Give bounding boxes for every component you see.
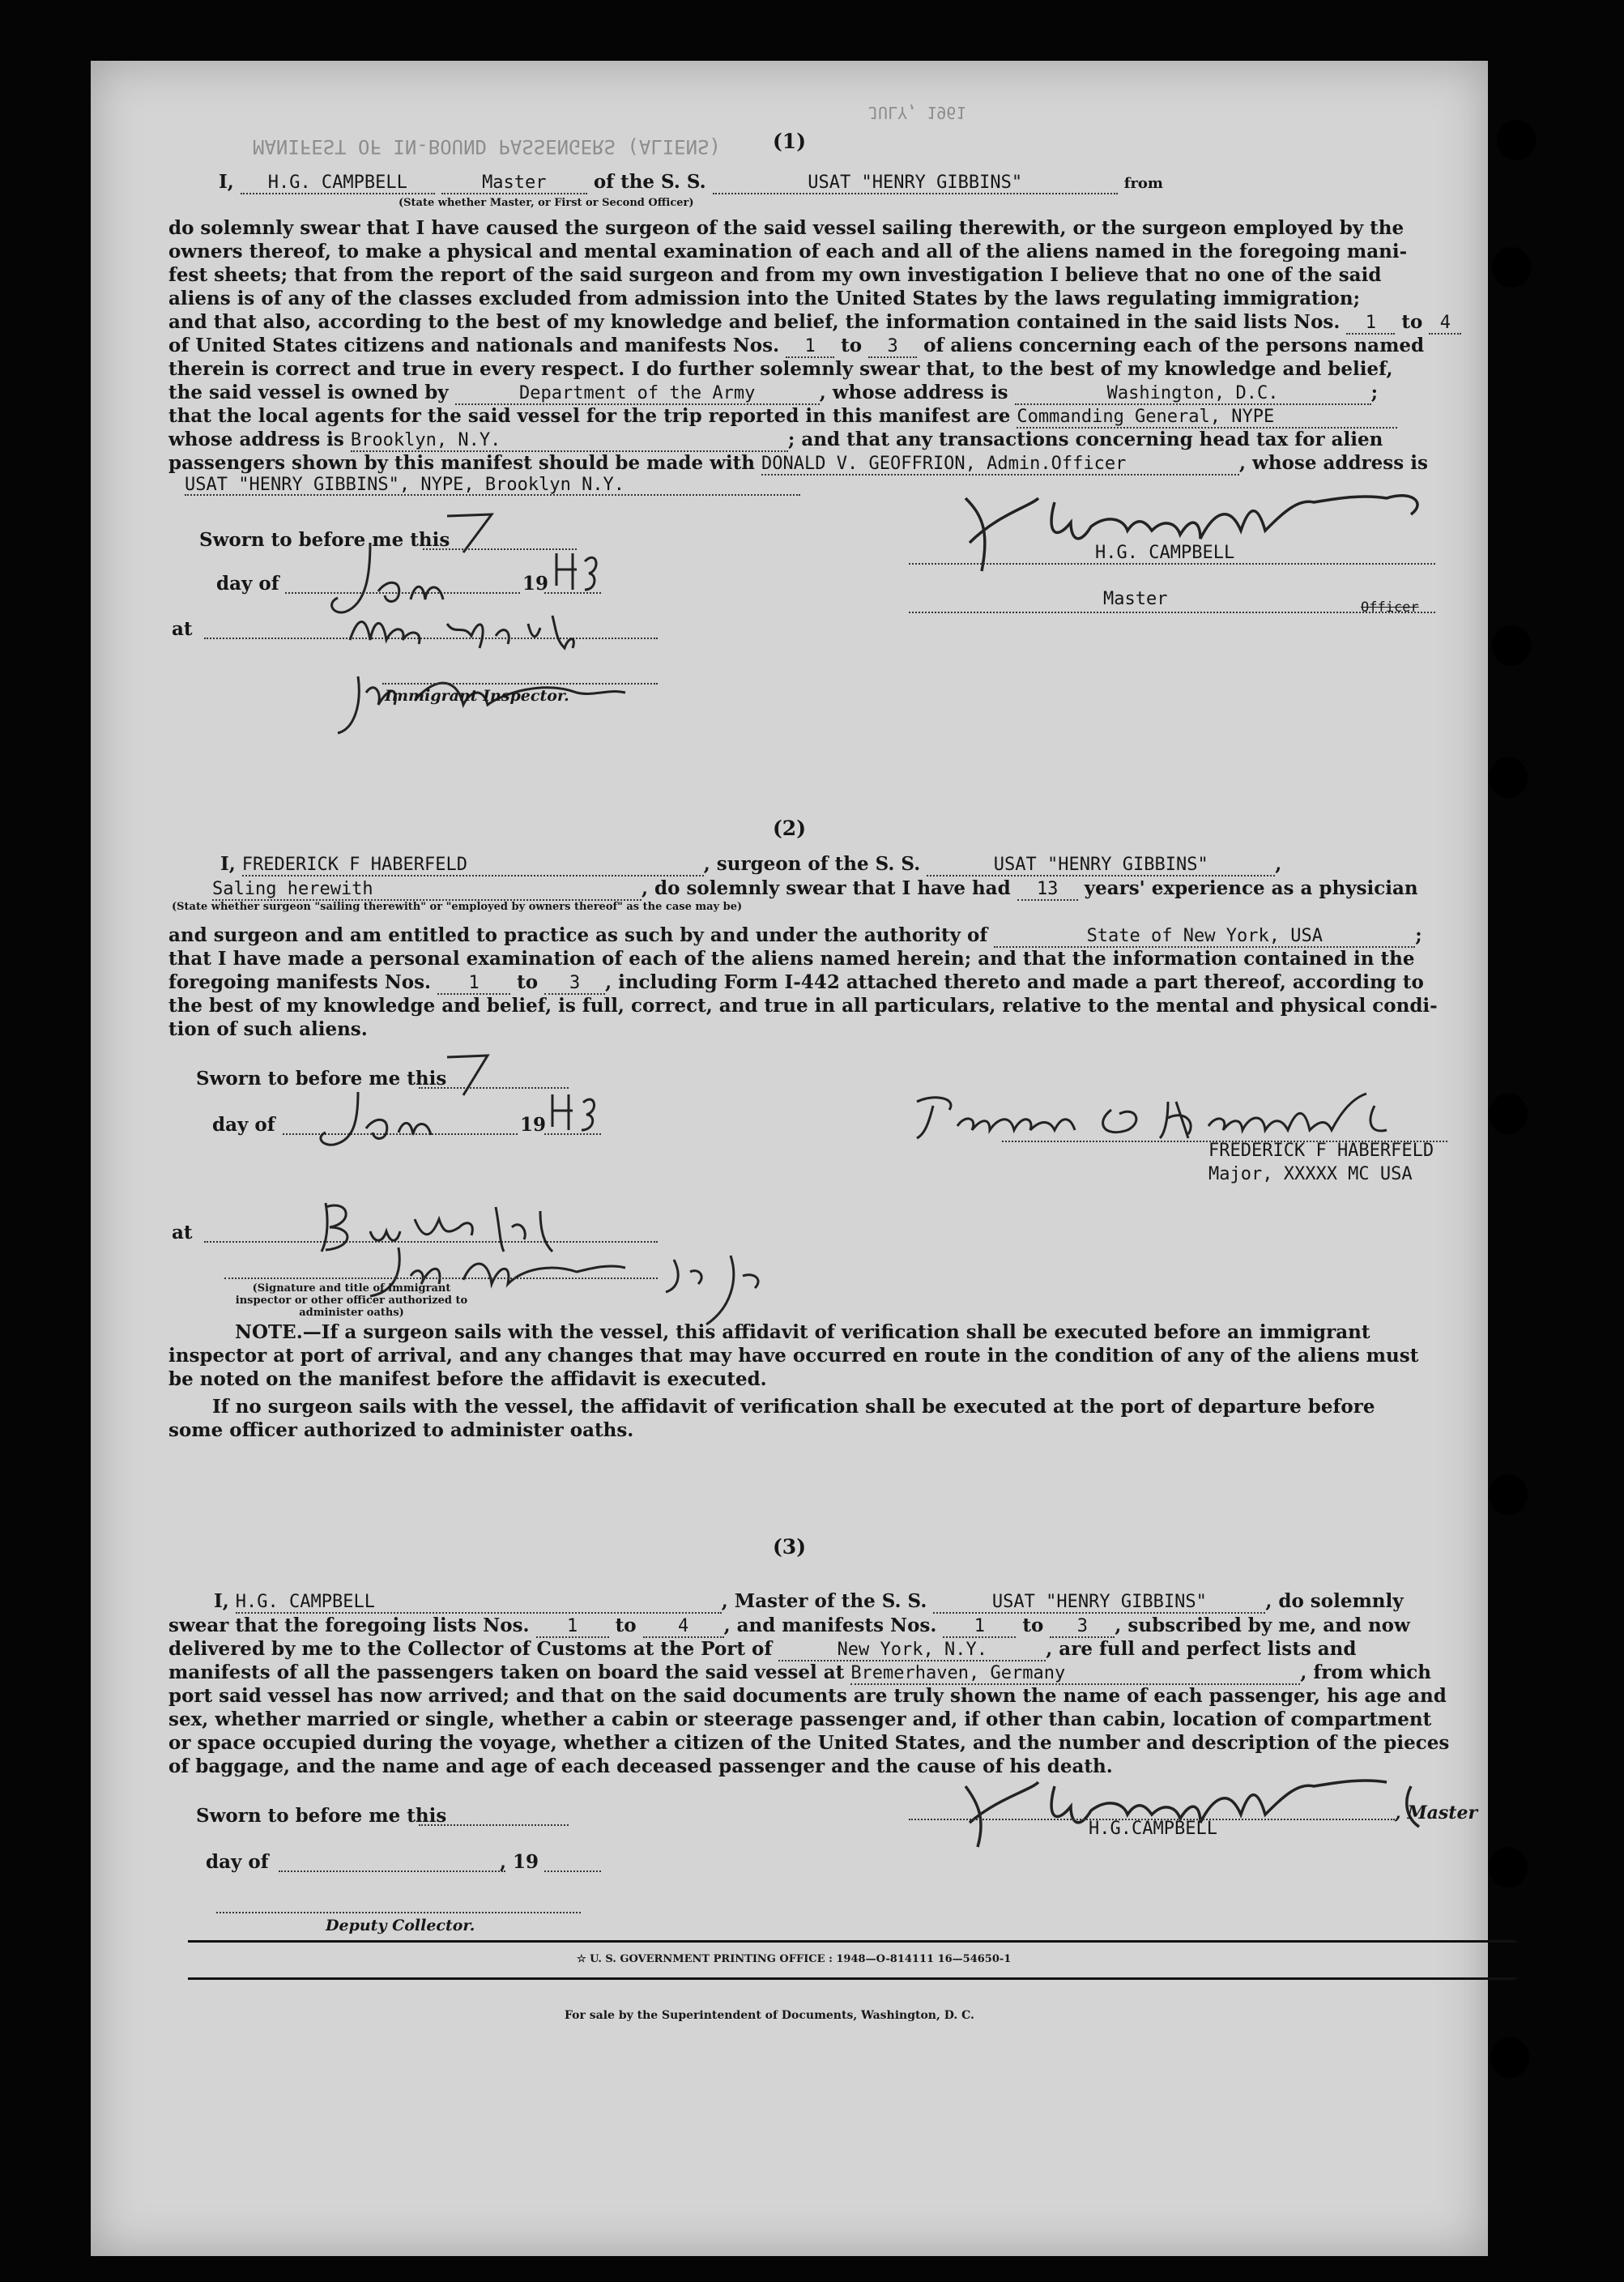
lists-to-field: 4 [643,1617,724,1638]
text-i: I, [214,1590,229,1612]
years-text: years' experience as a physician [1084,877,1418,899]
owner-field: Department of the Army [455,384,820,405]
rank-field: Master [441,173,587,194]
note-text: be noted on the manifest before the affidavit is executed. [168,1368,767,1390]
manifests-to-field: 3 [868,337,917,358]
printing-office-line: ☆ U. S. GOVERNMENT PRINTING OFFICE : 1948—O-814111 16—54650-1 [577,1953,1012,1965]
official-signature-line [224,1277,658,1279]
head-tax-contact-field: DONALD V. GEOFFRION, Admin.Officer [761,454,1239,476]
section1-text: owners thereof, to make a physical and mental examination of each and all of the aliens named in the foregoing mani- [168,241,1408,262]
manifests-text: of United States citizens and nationals and manifests Nos. [168,335,780,356]
section-number: (2) [772,817,807,840]
from-word: from [1123,175,1163,192]
note-text: NOTE.—If a surgeon sails with the vessel, this affidavit of verification shall be executed before an immigrant [235,1321,1370,1343]
manifests-text-end: , including Form I-442 attached thereto and made a part thereof, according to [605,971,1424,993]
at-label: at [172,618,193,640]
footer-rule [188,1940,1516,1943]
subscribed-text: , subscribed by me, and now [1115,1614,1410,1636]
section1-head-tax-line [168,451,1529,476]
surgeon-typed-name: FREDERICK F HABERFELD [1208,1141,1434,1161]
section3-text: or space occupied during the voyage, whether a citizen of the United States, and the number and description of the pieces [168,1732,1450,1754]
section-number: (1) [772,130,807,153]
footer-rule-bottom [188,1977,1516,1980]
section1-owner-line: the said vessel is owned by Department of the Army , whose address is Washington, D.C. ; [168,382,1379,403]
head-tax-address-underline [185,494,800,496]
section3-text: sex, whether married or single, whether a cabin or steerage passenger and, if other than cabin, location of compartment [168,1708,1432,1730]
sworn-day-handwriting [439,1051,496,1103]
manifests-to-field: 3 [544,974,605,995]
owner-text: the said vessel is owned by [168,382,449,403]
surgeon-name-field: FREDERICK F HABERFELD [242,855,704,877]
section2-text: the best of my knowledge and belief, is full, correct, and true in all particulars, relative to the mental and physical condi- [168,995,1438,1017]
punch-hole [1492,625,1531,666]
section3-line1 [214,1589,1575,1614]
section3-line3 [168,1637,1529,1661]
master-signature-line [909,1819,1395,1820]
note-text: inspector at port of arrival, and any changes that may have occurred en route in the condition of any of the aliens must [168,1345,1419,1367]
note-text: some officer authorized to administer oaths. [168,1419,634,1441]
vessel-name-field: USAT "HENRY GIBBINS" [933,1593,1265,1614]
year-line [544,1870,601,1872]
lists-text: and that also, according to the best of my knowledge and belief, the information contained in the said lists Nos. [168,311,1341,333]
struck-officer-word: Officer [1361,599,1419,616]
inspector-signature-line [382,683,658,685]
master-signature [933,1770,1435,1854]
to-word: to [1022,1614,1044,1636]
day-of-label: day of [206,1851,269,1873]
master-title: Master [1103,589,1168,609]
punch-hole [1489,1474,1528,1515]
surgeon-signature-line [1002,1141,1447,1142]
section2-text: tion of such aliens. [168,1018,368,1040]
sworn-label: Sworn to before me this [199,529,450,551]
sworn-day-line [419,1824,569,1826]
text-of-ss: of the S. S. [593,171,706,193]
surgeon-rank: Major, XXXXX MC USA [1208,1164,1413,1184]
head-tax-address: USAT "HENRY GIBBINS", NYPE, Brooklyn N.Y. [185,475,625,495]
punch-hole [1489,1847,1528,1887]
section2-line2 [212,877,1573,901]
master-name-field: H.G. CAMPBELL [241,173,435,194]
departure-text: manifests of all the passengers taken on board the said vessel at [168,1661,845,1683]
year-prefix: 19 [522,573,549,595]
years-field: 13 [1017,880,1078,901]
year-prefix: , 19 [500,1851,539,1873]
collector-title: Deputy Collector. [326,1917,475,1934]
bleed-through-date: JULY, 1961 [868,103,966,122]
day-of-label: day of [216,573,279,595]
owner-address-text: , whose address is [819,382,1008,403]
punch-hole [1489,1094,1528,1134]
master-signature-line [909,563,1435,565]
to-word: to [615,1614,637,1636]
punch-hole [1490,2037,1529,2078]
master-signature [933,482,1451,591]
month-handwriting [309,1088,447,1156]
agents-text: that the local agents for the said vessel for the trip reported in this manifest are [168,405,1011,427]
head-tax-address-text: , whose address is [1239,452,1428,474]
section1-manifests-line [168,334,1529,358]
section1-text: therein is correct and true in every respect. I do further solemnly swear that, to the best of my knowledge and belief, [168,358,1393,380]
head-tax-text: ; and that any transactions concerning head tax for alien [787,429,1383,450]
inspector-title: Immigrant Inspector. [385,687,569,705]
master-typed-name: H.G.CAMPBELL [1089,1819,1217,1839]
official-note: (Signature and title of immigrant inspector or other officer authorized to administer oaths) [235,1282,468,1319]
master-title-line [909,612,1435,613]
manifests-text: , and manifests Nos. [723,1614,937,1636]
master-title: , Master [1395,1802,1478,1823]
section1-agents-line [168,404,1529,429]
year-line [544,1133,601,1135]
rank-note: (State whether Master, or First or Second Officer) [399,197,694,209]
collector-signature-line [216,1912,581,1913]
perfect-lists-text: , are full and perfect lists and [1046,1638,1357,1660]
at-label: at [172,1222,193,1243]
year-prefix: 19 [520,1114,547,1136]
departure-port-field: Bremerhaven, Germany [850,1664,1300,1685]
section3-line4 [168,1661,1529,1685]
text-i: I, [220,853,236,875]
section-number: (3) [772,1535,807,1559]
year-handwriting [544,1088,609,1140]
master-typed-name: H.G. CAMPBELL [1095,543,1235,563]
section1-line1 [219,170,1579,196]
sailing-field: Saling herewith [212,880,642,901]
section3-line2 [168,1614,1529,1638]
lists-from-field: 1 [1346,314,1395,335]
manifests-text: foregoing manifests Nos. [168,971,432,993]
surgeon-of-text: , surgeon of the S. S. [703,853,921,875]
sailing-note: (State whether surgeon "sailing therewith" or "employed by owners thereof" as the case may be) [172,901,743,913]
punch-hole [1497,120,1536,160]
section1-lists-line [168,310,1529,335]
swear-text: , do solemnly swear that I have had [642,877,1011,899]
to-word: to [841,335,863,356]
manifests-from-field: 1 [943,1617,1016,1638]
section3-text: of baggage, and the name and age of each deceased passenger and the cause of his death. [168,1755,1113,1777]
agents-address-text: whose address is [168,429,344,450]
manifests-text-end: of aliens concerning each of the persons named [923,335,1425,356]
master-name-field: H.G. CAMPBELL [236,1593,722,1614]
bleed-through-title: MANIFEST OF IN-BOUND PASSENGERS (ALIENS) [253,135,721,158]
vessel-name-field: USAT "HENRY GIBBINS" [713,173,1118,194]
section2-authority-line: and surgeon and am entitled to practice as such by and under the authority of State of New York, USA ; [168,924,1422,946]
note-text: If no surgeon sails with the vessel, the affidavit of verification shall be executed at the port of departure before [212,1396,1375,1418]
solemnly-text: , do solemnly [1265,1590,1404,1612]
text-i: I, [219,171,234,193]
manifests-from-field: 1 [786,337,834,358]
to-word: to [517,971,539,993]
punch-hole [1489,757,1528,798]
year-handwriting [548,545,605,597]
port-field: New York, N.Y. [778,1640,1046,1661]
place-handwriting [334,591,674,740]
owner-address-field: Washington, D.C. [1015,384,1371,405]
month-line [279,1870,505,1872]
section2-text: that I have made a personal examination of each of the aliens named herein; and that the information contained in the [168,948,1415,970]
section3-text: port said vessel has now arrived; and that on the said documents are truly shown the name of each passenger, his age and [168,1685,1447,1707]
section1-text: fest sheets; that from the report of the said surgeon and from my own investigation I believe that no one of the said [168,264,1382,286]
section2-manifests-line [168,970,1529,995]
sale-line: For sale by the Superintendent of Documents, Washington, D. C. [565,2009,974,2022]
port-text: delivered by me to the Collector of Customs at the Port of [168,1638,773,1660]
sworn-label: Sworn to before me this [196,1805,447,1827]
master-of-text: , Master of the S. S. [721,1590,927,1612]
day-of-label: day of [212,1114,275,1136]
lists-to-field: 4 [1429,314,1461,335]
section1-text: aliens is of any of the classes excluded from admission into the United States by the laws regulating immigration; [168,288,1361,309]
lists-from-field: 1 [536,1617,609,1638]
surgeon-vessel-field: USAT "HENRY GIBBINS" [927,855,1275,877]
agents-address-field: Brooklyn, N.Y. [351,431,788,452]
to-word: to [1401,311,1423,333]
authority-text: and surgeon and am entitled to practice as such by and under the authority of [168,924,988,946]
sworn-label: Sworn to before me this [196,1068,447,1090]
authority-field: State of New York, USA [994,927,1415,948]
lists-text: swear that the foregoing lists Nos. [168,1614,530,1636]
section2-line1: I, FREDERICK F HABERFELD , surgeon of the S. S. USAT "HENRY GIBBINS" , [220,853,1282,875]
section1-text: do solemnly swear that I have caused the surgeon of the said vessel sailing therewith, or the surgeon employed by the [168,217,1404,239]
from-which-text: , from which [1300,1661,1432,1683]
section1-agents-address-line [168,428,1529,452]
head-tax-contact-text: passengers shown by this manifest should be made with [168,452,755,474]
manifests-to-field: 3 [1050,1617,1115,1638]
agents-field: Commanding General, NYPE [1017,407,1397,429]
document-page [91,61,1488,2256]
manifests-from-field: 1 [437,974,510,995]
